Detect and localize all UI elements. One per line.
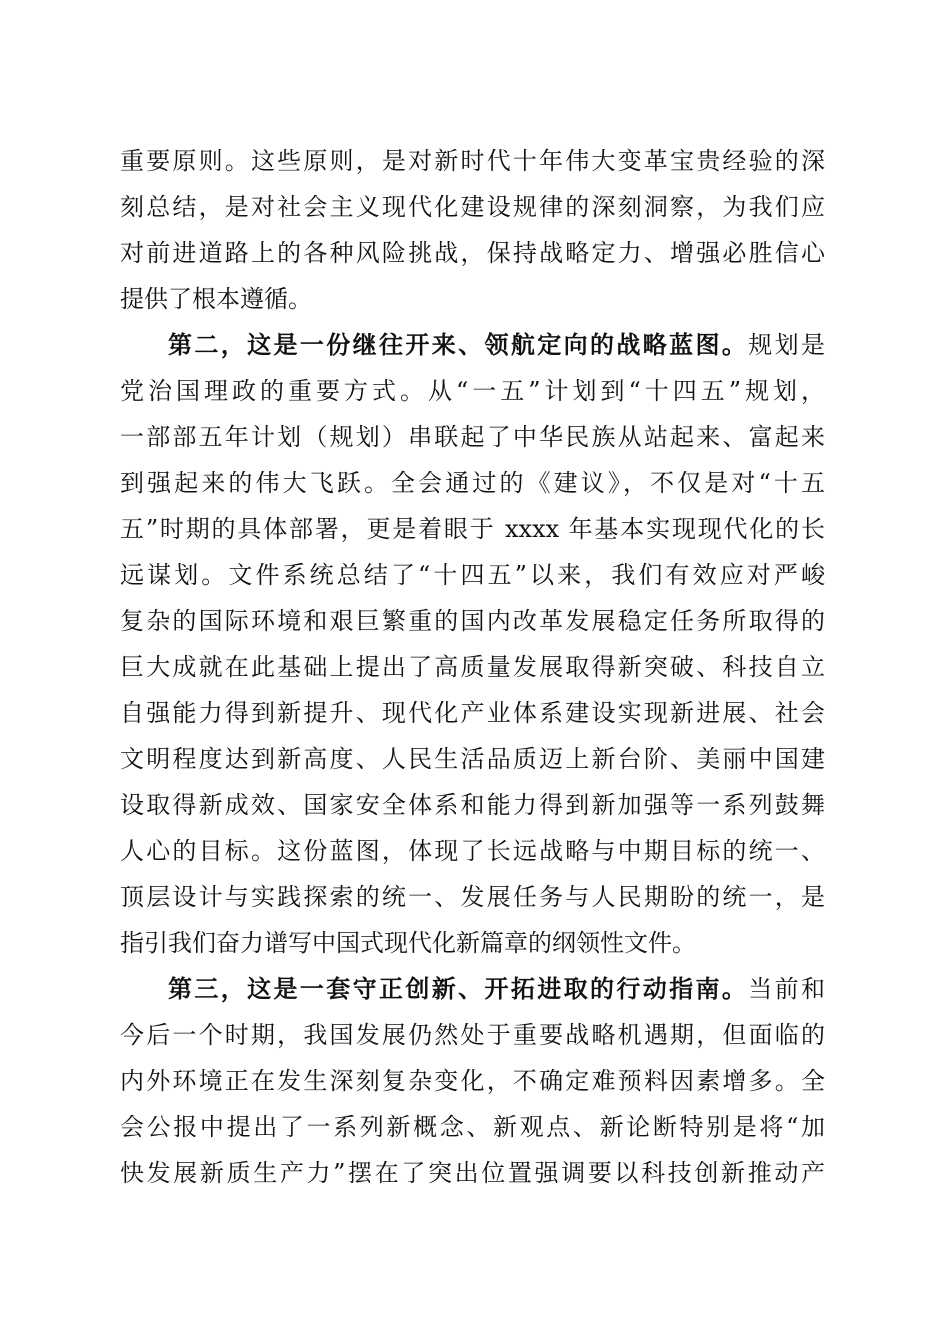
p3-line-3: 内外环境正在发生深刻复杂变化，不确定难预料因素增多。全 — [120, 1067, 825, 1095]
p1-line-2: 刻总结，是对社会主义现代化建设规律的深刻洞察，为我们应 — [120, 193, 825, 221]
p2-line-3: 一部部五年计划（规划）串联起了中华民族从站起来、富起来 — [120, 423, 825, 451]
p2-line-12: 人心的目标。这份蓝图，体现了长远战略与中期目标的统一、 — [120, 837, 825, 865]
p2-line-1 — [168, 322, 825, 368]
p3-line-4: 会公报中提出了一系列新概念、新观点、新论断特别是将“加 — [120, 1113, 825, 1141]
p2-line-6: 远谋划。文件系统总结了“十四五”以来，我们有效应对严峻 — [120, 561, 825, 589]
p3-line-5: 快发展新质生产力”摆在了突出位置强调要以科技创新推动产 — [120, 1159, 825, 1187]
p2-lead-sentence: 第二，这是一份继往开来、领航定向的战略蓝图。 — [168, 330, 749, 359]
p2-line-11: 设取得新成效、国家安全体系和能力得到新加强等一系列鼓舞 — [120, 791, 825, 819]
p2-line-10: 文明程度达到新高度、人民生活品质迈上新台阶、美丽中国建 — [120, 745, 825, 773]
p2-line-14: 指引我们奋力谱写中国式现代化新篇章的纲领性文件。 — [120, 929, 696, 957]
p1-line-3: 对前进道路上的各种风险挑战，保持战略定力、增强必胜信心 — [120, 239, 825, 267]
p2-line-2: 党治国理政的重要方式。从“一五”计划到“十四五”规划， — [120, 377, 825, 405]
p3-line-2: 今后一个时期，我国发展仍然处于重要战略机遇期，但面临的 — [120, 1021, 825, 1049]
p3-line-1 — [168, 966, 825, 1012]
p3-first-line-rest: 当前和 — [748, 975, 825, 1003]
p2-line-9: 自强能力得到新提升、现代化产业体系建设实现新进展、社会 — [120, 699, 825, 727]
p2-line-13: 顶层设计与实践探索的统一、发展任务与人民期盼的统一，是 — [120, 883, 825, 911]
p3-lead-sentence: 第三，这是一套守正创新、开拓进取的行动指南。 — [168, 974, 749, 1003]
p2-line-5: 五”时期的具体部署，更是着眼于 xxxx 年基本实现现代化的长 — [120, 515, 825, 543]
p2-line-4: 到强起来的伟大飞跃。全会通过的《建议》，不仅是对“十五 — [120, 469, 825, 497]
p1-line-4: 提供了根本遵循。 — [120, 285, 312, 313]
p2-first-line-rest: 规划是 — [748, 331, 825, 359]
p1-line-1: 重要原则。这些原则，是对新时代十年伟大变革宝贵经验的深 — [120, 147, 825, 175]
p2-line-7: 复杂的国际环境和艰巨繁重的国内改革发展稳定任务所取得的 — [120, 607, 825, 635]
p2-line-8: 巨大成就在此基础上提出了高质量发展取得新突破、科技自立 — [120, 653, 825, 681]
